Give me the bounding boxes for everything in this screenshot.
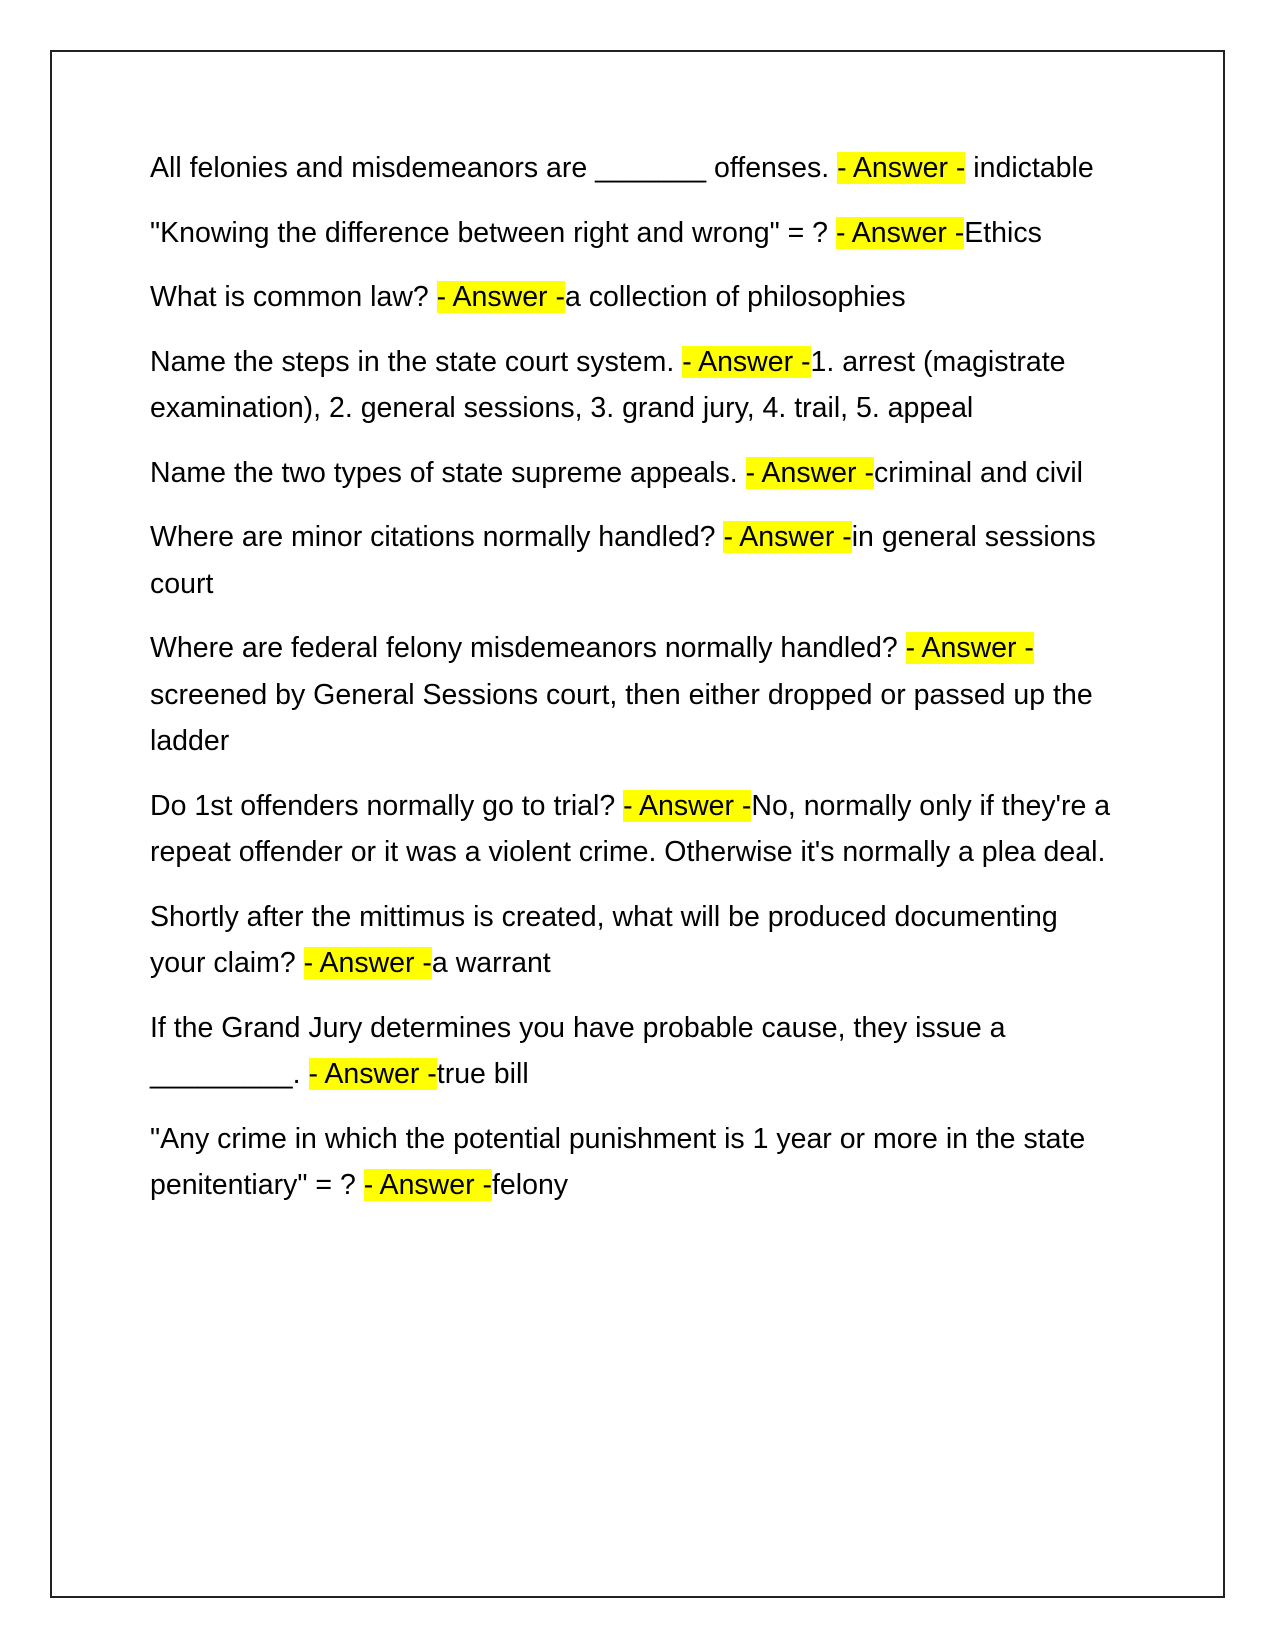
answer-text: criminal and civil <box>873 456 1083 489</box>
question-text: Name the two types of state supreme appeals. <box>150 456 746 489</box>
answer-label: - Answer - <box>436 281 565 313</box>
question-text: "Any crime in which the potential punishment is 1 year or more in the state penitentiary" = ? <box>150 1122 1086 1201</box>
question-text: Where are federal felony misdemeanors normally handled? <box>150 632 906 664</box>
question-text: Where are minor citations normally handled? <box>150 521 724 553</box>
answer-label: - Answer - <box>682 345 811 378</box>
qa-item <box>150 210 1120 257</box>
qa-item <box>150 1116 1120 1209</box>
answer-text: screened by General Sessions court, then either dropped or passed up the ladder <box>150 678 1093 757</box>
question-text: Shortly after the mittimus is created, what will be produced documenting your claim? <box>150 900 1058 979</box>
answer-label: - Answer - <box>308 1058 437 1090</box>
qa-item <box>150 1005 1120 1098</box>
qa-item <box>150 339 1120 432</box>
question-text: Do 1st offenders normally go to trial? <box>150 789 624 822</box>
qa-item <box>150 783 1120 876</box>
answer-text: a collection of philosophies <box>564 281 906 313</box>
answer-label: - Answer - <box>363 1169 492 1201</box>
answer-text: felony <box>492 1169 569 1201</box>
question-text: Name the steps in the state court system. <box>150 345 683 378</box>
qa-item <box>150 450 1120 497</box>
answer-text: a warrant <box>431 947 551 979</box>
answer-text: 1. arrest (magistrate examination), 2. general sessions, 3. grand jury, 4. trail, 5. appeal <box>150 345 1066 424</box>
answer-text: No, normally only if they're a repeat offender or it was a violent crime. Otherwise it's normally a plea deal. <box>150 789 1111 868</box>
qa-item <box>150 145 1120 192</box>
answer-label: - Answer - <box>745 456 874 489</box>
question-text: "Knowing the difference between right and wrong" = ? <box>150 216 836 249</box>
qa-item <box>150 625 1120 765</box>
answer-label: - Answer - <box>723 521 852 553</box>
answer-text: in general sessions court <box>150 521 1096 600</box>
answer-label: - Answer - <box>303 947 432 979</box>
answer-label: - Answer - <box>623 789 752 822</box>
answer-label: - Answer - <box>837 152 966 184</box>
question-text: All felonies and misdemeanors are _______ offenses. <box>150 152 838 184</box>
qa-list <box>150 145 1120 1227</box>
answer-label: - Answer - <box>905 632 1034 664</box>
qa-item <box>150 894 1120 987</box>
question-text: If the Grand Jury determines you have probable cause, they issue a _________. <box>150 1011 1006 1090</box>
answer-label: - Answer - <box>835 216 965 249</box>
answer-text: indictable <box>973 152 1094 184</box>
question-text: What is common law? <box>150 281 437 313</box>
answer-text: true bill <box>436 1058 529 1090</box>
qa-item <box>150 274 1120 321</box>
qa-item <box>150 514 1120 607</box>
answer-text: Ethics <box>964 216 1042 249</box>
